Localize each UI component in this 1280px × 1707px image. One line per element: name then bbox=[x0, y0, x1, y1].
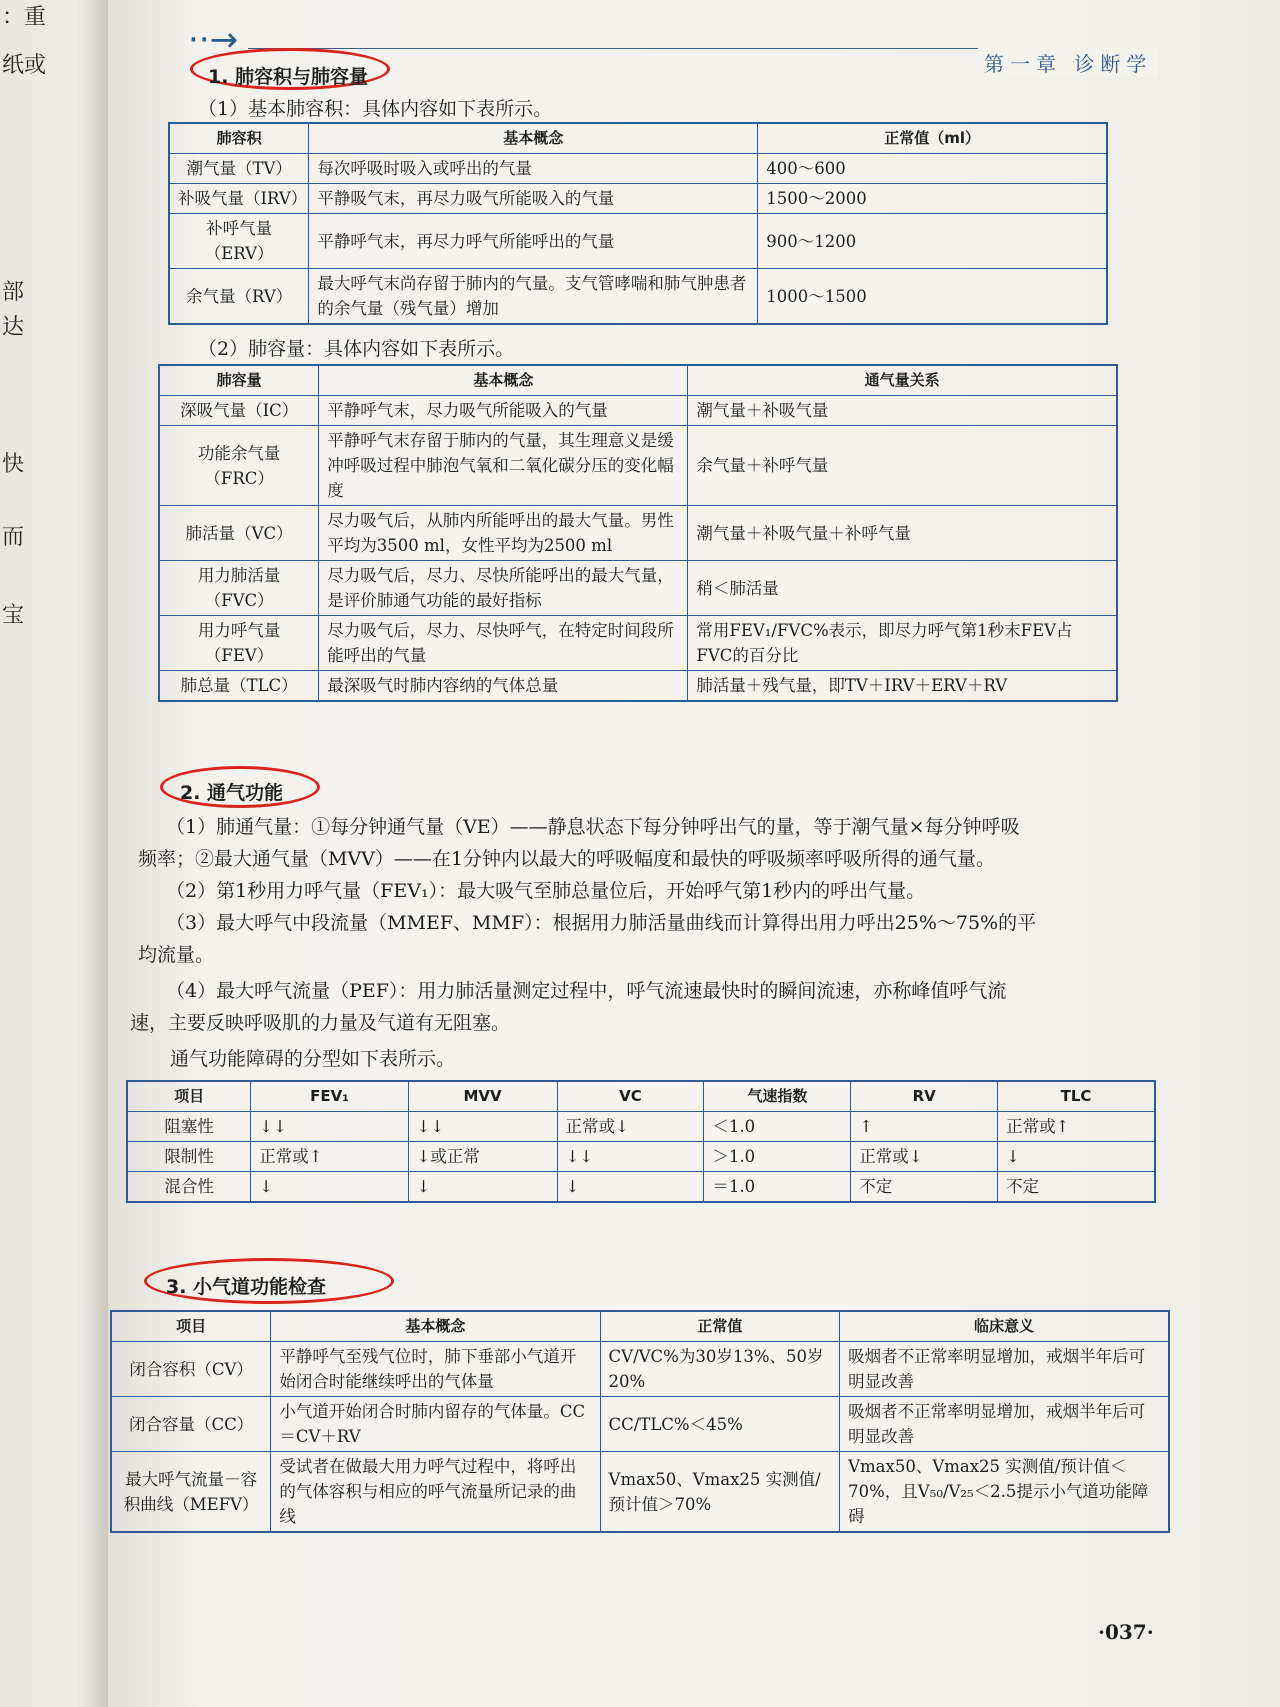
page-number: ·037· bbox=[1098, 1620, 1154, 1644]
table-cell: 不定 bbox=[998, 1172, 1155, 1203]
paragraph: （2）肺容量：具体内容如下表所示。 bbox=[198, 338, 515, 360]
arrow-icon: ··→ bbox=[188, 20, 239, 60]
paragraph: 均流量。 bbox=[138, 944, 215, 966]
table-cell: 受试者在做最大用力呼气过程中，将呼出的气体容积与相应的呼气流量所记录的曲线 bbox=[271, 1452, 600, 1533]
table-cell: ↑ bbox=[851, 1112, 998, 1142]
table-cell: ↓↓ bbox=[251, 1112, 408, 1142]
table-cell: 尽力吸气后，从肺内所能呼出的最大气量。男性平均为3500 ml，女性平均为2500 ml bbox=[319, 506, 688, 561]
table-cell: ↓ bbox=[251, 1172, 408, 1203]
table-row bbox=[127, 1172, 1155, 1203]
table-cell: ↓↓ bbox=[557, 1142, 704, 1172]
table-row bbox=[159, 396, 1117, 426]
book-page bbox=[108, 0, 1280, 1707]
chapter-title: 第一章 诊断学 bbox=[978, 48, 1158, 77]
table-cell: 1500～2000 bbox=[758, 184, 1107, 214]
table-cell: 小气道开始闭合时肺内留存的气体量。CC＝CV＋RV bbox=[271, 1397, 600, 1452]
ventilation-disorder-table bbox=[126, 1080, 1156, 1203]
table-header: 临床意义 bbox=[840, 1311, 1169, 1342]
table-cell: 平静呼气末，尽力吸气所能吸入的气量 bbox=[319, 396, 688, 426]
margin-text: 宝 bbox=[2, 603, 25, 628]
margin-text: 达 bbox=[2, 315, 25, 340]
lung-capacity-table bbox=[158, 364, 1118, 702]
table-row bbox=[111, 1342, 1169, 1397]
table-row bbox=[127, 1142, 1155, 1172]
table-cell: 混合性 bbox=[127, 1172, 251, 1203]
table-cell: 1000～1500 bbox=[758, 269, 1107, 325]
table-header: 基本概念 bbox=[319, 365, 688, 396]
table-header: TLC bbox=[998, 1081, 1155, 1112]
table-cell: 平静呼气末，再尽力呼气所能呼出的气量 bbox=[309, 214, 758, 269]
margin-text: 部 bbox=[2, 280, 25, 305]
table-cell: ＜1.0 bbox=[704, 1112, 851, 1142]
table-cell: 平静呼气至残气位时，肺下垂部小气道开始闭合时能继续呼出的气体量 bbox=[271, 1342, 600, 1397]
table-cell: 余气量＋补呼气量 bbox=[688, 426, 1117, 506]
table-cell: ↓或正常 bbox=[408, 1142, 557, 1172]
table-cell: 阻塞性 bbox=[127, 1112, 251, 1142]
table-cell: 常用FEV₁/FVC%表示，即尽力呼气第1秒末FEV占FVC的百分比 bbox=[688, 616, 1117, 671]
table-cell: ↓ bbox=[557, 1172, 704, 1203]
margin-text: ：重 bbox=[2, 5, 47, 30]
table-cell: 不定 bbox=[851, 1172, 998, 1203]
table-cell: 用力呼气量（FEV） bbox=[159, 616, 319, 671]
paragraph: （3）最大呼气中段流量（MMEF、MMF）：根据用力肺活量曲线而计算得出用力呼出25%～75%的平 bbox=[166, 912, 1037, 934]
table-header: VC bbox=[557, 1081, 704, 1112]
table-cell: CV/VC%为30岁13%、50岁20% bbox=[600, 1342, 840, 1397]
table-cell: 限制性 bbox=[127, 1142, 251, 1172]
table-header: 肺容量 bbox=[159, 365, 319, 396]
table-cell: ↓ bbox=[408, 1172, 557, 1203]
facing-page-edge bbox=[0, 0, 110, 1707]
table-cell: 潮气量（TV） bbox=[169, 154, 309, 184]
table-cell: Vmax50、Vmax25 实测值/预计值＜70%，且V₅₀/V₂₅＜2.5提示小气道功能障碍 bbox=[840, 1452, 1169, 1533]
table-header-row bbox=[169, 123, 1107, 154]
paragraph: （4）最大呼气流量（PEF）：用力肺活量测定过程中，呼气流速最快时的瞬间流速，亦称峰值呼气流 bbox=[166, 980, 1007, 1002]
table-row bbox=[169, 154, 1107, 184]
table-row bbox=[111, 1452, 1169, 1533]
table-cell: ↓ bbox=[998, 1142, 1155, 1172]
table-cell: 最深吸气时肺内容纳的气体总量 bbox=[319, 671, 688, 702]
table-header: 通气量关系 bbox=[688, 365, 1117, 396]
table-cell: Vmax50、Vmax25 实测值/预计值＞70% bbox=[600, 1452, 840, 1533]
table-cell: ＝1.0 bbox=[704, 1172, 851, 1203]
table-cell: 900～1200 bbox=[758, 214, 1107, 269]
table-cell: 余气量（RV） bbox=[169, 269, 309, 325]
table-row bbox=[169, 184, 1107, 214]
table-cell: 尽力吸气后，尽力、尽快呼气，在特定时间段所能呼出的气量 bbox=[319, 616, 688, 671]
table-cell: 最大呼气末尚存留于肺内的气量。支气管哮喘和肺气肿患者的余气量（残气量）增加 bbox=[309, 269, 758, 325]
margin-text: 纸或 bbox=[2, 53, 47, 78]
paragraph: （1）基本肺容积：具体内容如下表所示。 bbox=[198, 98, 553, 120]
table-header: 基本概念 bbox=[271, 1311, 600, 1342]
table-cell: 平静呼气末存留于肺内的气量，其生理意义是缓冲呼吸过程中肺泡气氧和二氧化碳分压的变化幅度 bbox=[319, 426, 688, 506]
table-cell: 闭合容量（CC） bbox=[111, 1397, 271, 1452]
table-cell: ＞1.0 bbox=[704, 1142, 851, 1172]
table-row bbox=[127, 1112, 1155, 1142]
section-title: 1. 肺容积与肺容量 bbox=[208, 66, 369, 88]
table-cell: 深吸气量（IC） bbox=[159, 396, 319, 426]
table-cell: 稍＜肺活量 bbox=[688, 561, 1117, 616]
table-cell: 肺总量（TLC） bbox=[159, 671, 319, 702]
table-header: 肺容积 bbox=[169, 123, 309, 154]
table-header: 正常值 bbox=[600, 1311, 840, 1342]
table-header: 项目 bbox=[111, 1311, 271, 1342]
table-cell: 补吸气量（IRV） bbox=[169, 184, 309, 214]
table-row bbox=[159, 616, 1117, 671]
table-cell: 功能余气量（FRC） bbox=[159, 426, 319, 506]
table-row bbox=[159, 671, 1117, 702]
table-cell: 尽力吸气后，尽力、尽快所能呼出的最大气量，是评价肺通气功能的最好指标 bbox=[319, 561, 688, 616]
table-cell: 正常或↓ bbox=[557, 1112, 704, 1142]
table-cell: 400～600 bbox=[758, 154, 1107, 184]
section-title: 2. 通气功能 bbox=[180, 782, 284, 804]
table-cell: 正常或↓ bbox=[851, 1142, 998, 1172]
table-header: RV bbox=[851, 1081, 998, 1112]
table-header-row bbox=[159, 365, 1117, 396]
table-cell: 潮气量＋补吸气量 bbox=[688, 396, 1117, 426]
table-row bbox=[159, 561, 1117, 616]
table-header: FEV₁ bbox=[251, 1081, 408, 1112]
table-header: 基本概念 bbox=[309, 123, 758, 154]
section-title: 3. 小气道功能检查 bbox=[166, 1276, 327, 1298]
small-airway-table bbox=[110, 1310, 1170, 1533]
table-cell: 最大呼气流量－容积曲线（MEFV） bbox=[111, 1452, 271, 1533]
table-cell: 肺活量＋残气量，即TV＋IRV＋ERV＋RV bbox=[688, 671, 1117, 702]
paragraph: 速，主要反映呼吸肌的力量及气道有无阻塞。 bbox=[130, 1012, 511, 1034]
paragraph: （2）第1秒用力呼气量（FEV₁）：最大吸气至肺总量位后，开始呼气第1秒内的呼出气量。 bbox=[166, 880, 926, 902]
table-cell: 肺活量（VC） bbox=[159, 506, 319, 561]
lung-volume-table bbox=[168, 122, 1108, 325]
table-header: 项目 bbox=[127, 1081, 251, 1112]
table-row bbox=[169, 214, 1107, 269]
table-row bbox=[169, 269, 1107, 325]
table-row bbox=[159, 426, 1117, 506]
margin-text: 而 bbox=[2, 525, 25, 550]
paragraph: 通气功能障碍的分型如下表所示。 bbox=[170, 1048, 456, 1070]
table-header: 气速指数 bbox=[704, 1081, 851, 1112]
table-header-row bbox=[111, 1311, 1169, 1342]
paragraph: （1）肺通气量：①每分钟通气量（VE）——静息状态下每分钟呼出气的量，等于潮气量×每分钟呼吸 bbox=[166, 816, 1020, 838]
header-rule bbox=[248, 48, 1028, 49]
table-cell: CC/TLC%＜45% bbox=[600, 1397, 840, 1452]
table-cell: 用力肺活量（FVC） bbox=[159, 561, 319, 616]
paragraph: 频率；②最大通气量（MVV）——在1分钟内以最大的呼吸幅度和最快的呼吸频率呼吸所得的通气量。 bbox=[138, 848, 995, 870]
table-cell: 潮气量＋补吸气量＋补呼气量 bbox=[688, 506, 1117, 561]
table-header-row bbox=[127, 1081, 1155, 1112]
table-cell: ↓↓ bbox=[408, 1112, 557, 1142]
table-cell: 补呼气量（ERV） bbox=[169, 214, 309, 269]
table-cell: 平静吸气末，再尽力吸气所能吸入的气量 bbox=[309, 184, 758, 214]
table-cell: 每次呼吸时吸入或呼出的气量 bbox=[309, 154, 758, 184]
table-cell: 闭合容积（CV） bbox=[111, 1342, 271, 1397]
table-cell: 吸烟者不正常率明显增加，戒烟半年后可明显改善 bbox=[840, 1397, 1169, 1452]
table-row bbox=[159, 506, 1117, 561]
margin-text: 快 bbox=[2, 452, 25, 477]
table-header: MVV bbox=[408, 1081, 557, 1112]
table-header: 正常值（ml） bbox=[758, 123, 1107, 154]
table-row bbox=[111, 1397, 1169, 1452]
table-cell: 吸烟者不正常率明显增加，戒烟半年后可明显改善 bbox=[840, 1342, 1169, 1397]
table-cell: 正常或↑ bbox=[251, 1142, 408, 1172]
table-cell: 正常或↑ bbox=[998, 1112, 1155, 1142]
